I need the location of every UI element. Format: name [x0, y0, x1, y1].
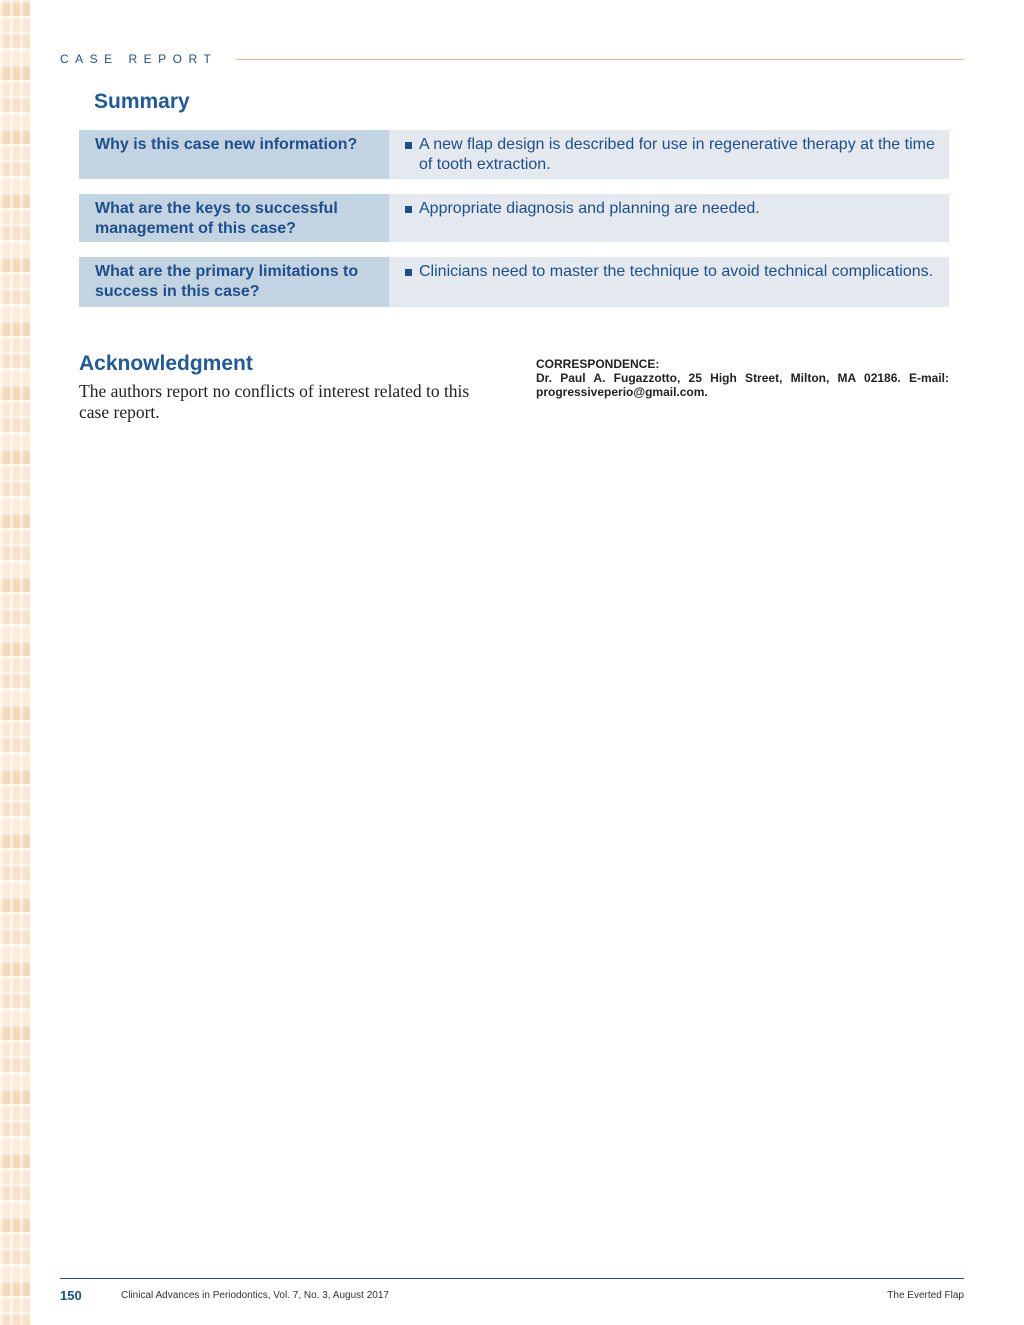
summary-answer: A new flap design is described for use in regenerative therapy at the time of tooth extraction.: [419, 136, 935, 173]
summary-row-limitations: [79, 257, 949, 307]
summary-answer-cell: [389, 257, 949, 307]
summary-answer-cell: [389, 130, 949, 179]
acknowledgment-text: The authors report no conflicts of interest related to this case report.: [79, 381, 470, 422]
summary-question: What are the primary limitations to success in this case?: [79, 257, 389, 307]
decorative-side-strip: [0, 0, 30, 1325]
page-number: 150: [60, 1288, 82, 1303]
summary-answer: Clinicians need to master the technique to avoid technical complications.: [419, 263, 934, 280]
header-rule: [236, 59, 964, 60]
summary-answer: Appropriate diagnosis and planning are needed.: [419, 200, 760, 217]
running-head: CASE REPORT: [60, 52, 218, 66]
article-short-title: The Everted Flap: [887, 1290, 964, 1301]
correspondence-label: CORRESPONDENCE:: [536, 357, 660, 371]
footer-rule: [60, 1278, 964, 1279]
summary-answer-cell: [389, 194, 949, 242]
square-bullet-icon: [405, 206, 412, 213]
summary-question: Why is this case new information?: [79, 130, 389, 179]
acknowledgment-title: Acknowledgment: [79, 352, 253, 375]
summary-question: What are the keys to successful management of this case?: [79, 194, 389, 242]
summary-row-new-information: [79, 130, 949, 179]
correspondence-text: Dr. Paul A. Fugazzotto, 25 High Street, Milton, MA 02186. E-mail: progressiveperio@gmail.com.: [536, 371, 949, 399]
summary-row-keys-to-success: [79, 194, 949, 242]
square-bullet-icon: [405, 142, 412, 149]
square-bullet-icon: [405, 269, 412, 276]
summary-title: Summary: [94, 90, 190, 113]
journal-citation: Clinical Advances in Periodontics, Vol. 7, No. 3, August 2017: [121, 1290, 389, 1301]
